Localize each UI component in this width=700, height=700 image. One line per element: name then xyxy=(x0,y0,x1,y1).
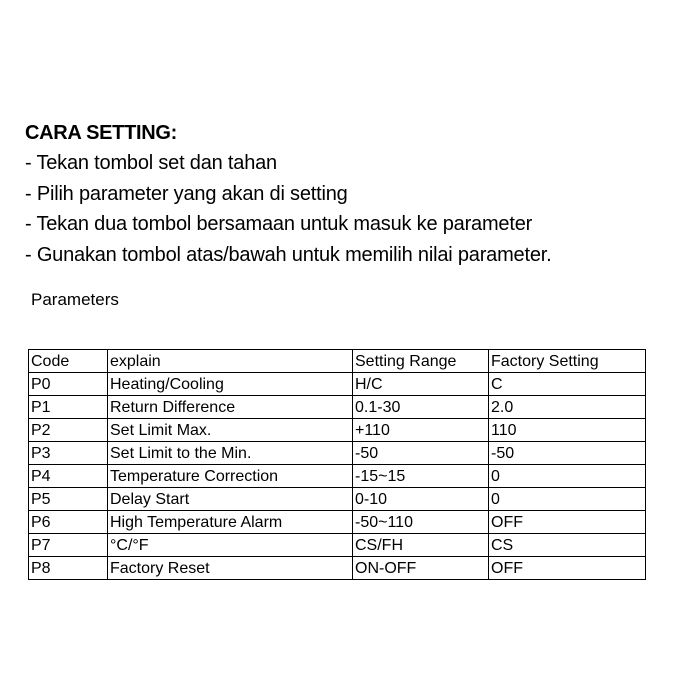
cell-factory-setting: 2.0 xyxy=(489,396,646,419)
cell-factory-setting: -50 xyxy=(489,442,646,465)
cell-factory-setting: 0 xyxy=(489,465,646,488)
cell-setting-range: -50 xyxy=(353,442,489,465)
cell-explain: High Temperature Alarm xyxy=(108,511,353,534)
parameters-table-header xyxy=(29,350,646,373)
column-header-code: Code xyxy=(29,350,108,373)
table-row xyxy=(29,488,646,511)
cell-factory-setting: C xyxy=(489,373,646,396)
cell-explain: Temperature Correction xyxy=(108,465,353,488)
cell-code: P2 xyxy=(29,419,108,442)
table-row xyxy=(29,534,646,557)
parameters-table xyxy=(28,349,646,580)
instruction-step: - Tekan tombol set dan tahan xyxy=(25,152,277,174)
cell-explain: Set Limit Max. xyxy=(108,419,353,442)
cell-explain: Factory Reset xyxy=(108,557,353,580)
instructions-list xyxy=(25,148,685,270)
column-header-factory-setting: Factory Setting xyxy=(489,350,646,373)
instruction-step: - Pilih parameter yang akan di setting xyxy=(25,182,348,205)
cell-code: P1 xyxy=(29,396,108,419)
cell-factory-setting: 110 xyxy=(489,419,646,442)
table-row xyxy=(29,373,646,396)
cell-setting-range: ON-OFF xyxy=(353,557,489,580)
cell-code: P4 xyxy=(29,465,108,488)
cell-code: P5 xyxy=(29,488,108,511)
column-header-explain: explain xyxy=(108,350,353,373)
cell-factory-setting: OFF xyxy=(489,511,646,534)
table-row xyxy=(29,419,646,442)
cell-explain: Delay Start xyxy=(108,488,353,511)
cell-factory-setting: 0 xyxy=(489,488,646,511)
cell-code: P8 xyxy=(29,557,108,580)
cell-setting-range: 0.1-30 xyxy=(353,396,489,419)
cell-factory-setting: OFF xyxy=(489,557,646,580)
cell-explain: Return Difference xyxy=(108,396,353,419)
parameters-table-body xyxy=(29,373,646,580)
cell-code: P6 xyxy=(29,511,108,534)
table-header-row xyxy=(29,350,646,373)
column-header-setting-range: Setting Range xyxy=(353,350,489,373)
cell-setting-range: +110 xyxy=(353,419,489,442)
cell-code: P7 xyxy=(29,534,108,557)
table-row xyxy=(29,396,646,419)
cell-code: P0 xyxy=(29,373,108,396)
table-row xyxy=(29,557,646,580)
table-row xyxy=(29,442,646,465)
instruction-step: - Gunakan tombol atas/bawah untuk memilih nilai parameter. xyxy=(25,243,552,266)
instruction-step: - Tekan dua tombol bersamaan untuk masuk ke parameter xyxy=(25,213,533,235)
cell-factory-setting: CS xyxy=(489,534,646,557)
cell-explain: Heating/Cooling xyxy=(108,373,353,396)
setting-instructions xyxy=(25,118,685,270)
cell-explain: °C/°F xyxy=(108,534,353,557)
cell-setting-range: 0-10 xyxy=(353,488,489,511)
instructions-heading: CARA SETTING: xyxy=(25,122,178,144)
parameters-title: Parameters xyxy=(31,290,119,309)
table-row xyxy=(29,465,646,488)
cell-explain: Set Limit to the Min. xyxy=(108,442,353,465)
cell-code: P3 xyxy=(29,442,108,465)
table-row xyxy=(29,511,646,534)
cell-setting-range: CS/FH xyxy=(353,534,489,557)
cell-setting-range: -15~15 xyxy=(353,465,489,488)
cell-setting-range: -50~110 xyxy=(353,511,489,534)
cell-setting-range: H/C xyxy=(353,373,489,396)
